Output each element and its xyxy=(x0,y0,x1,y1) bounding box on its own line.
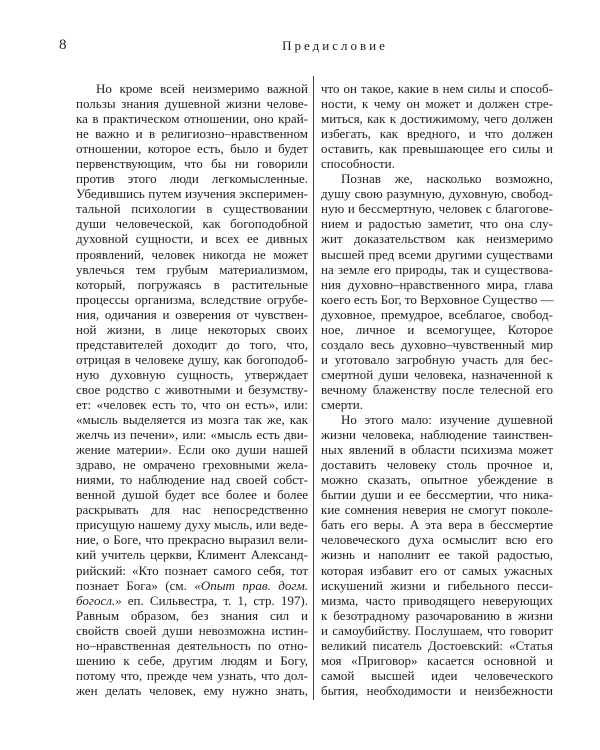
left-column xyxy=(76,81,308,698)
text-line: процессы организма, вследствие огрубе- xyxy=(76,291,308,307)
text-line: отрицая в человеке душу, как богоподоб- xyxy=(76,351,308,367)
text-line: ное, личное и всемогущее, Которое xyxy=(321,321,553,337)
text-line: создало весь духовно–чувственный мир xyxy=(321,336,553,352)
text-line: бать его веры. А эта вера в бессмертие xyxy=(321,517,553,533)
text-line: рийский: «Кто познает самого себя, тот xyxy=(76,562,308,578)
text-segment: еп. Сильвестра, т. 1, стр. 197). xyxy=(121,592,308,608)
right-column xyxy=(321,81,553,698)
text-line: Равным образом, без знания сил и xyxy=(76,607,308,623)
text-line: который, погружаясь в растительные xyxy=(76,276,308,292)
text-line: свойств своей души невозможна истин- xyxy=(76,622,308,638)
text-line: кие сомнения неверия не смогут поколе- xyxy=(321,502,553,518)
text-line: кий учитель церкви, Климент Александ- xyxy=(76,547,308,563)
text-line: но–нравственная деятельность по отно- xyxy=(76,637,308,653)
text-line: моя «Приговор» касается основной и xyxy=(321,652,553,668)
text-line: шению к себе, другим людям и Богу, xyxy=(76,652,308,668)
text-line: Но этого мало: изучение душевной xyxy=(341,412,553,428)
text-line: здраво, не омрачено греховными жела- xyxy=(76,457,308,473)
text-segment: «Опыт прав. догм. xyxy=(194,577,308,593)
text-segment: познает Бога» (см. xyxy=(76,577,195,593)
text-line: раскрывать для нас непосредственно xyxy=(76,502,308,518)
text-line: и уготовало загробную участь для бес- xyxy=(321,351,553,367)
text-line: желчь из печени», или: «мысль есть дви- xyxy=(76,427,308,443)
text-line: к безотрадному разочарованию в жизни xyxy=(321,607,553,623)
text-line: искушений жизни и гибельного песси- xyxy=(321,577,553,593)
text-line: души человеческой, как богоподобной xyxy=(76,216,308,232)
text-line: смерти. xyxy=(321,396,363,412)
text-line: человеческого духа осмыслит всю его xyxy=(321,532,553,548)
text-line: ную духовную сущность, утверждает xyxy=(76,366,308,382)
text-line: ние, о Боге, что прекрасно выразил вели- xyxy=(76,532,308,548)
text-line: ной жизни, в лице некоторых своих xyxy=(76,321,308,337)
text-line: миться, как к достижимому, чего должен xyxy=(321,111,553,127)
text-line: можно сказать, опытное убеждение в xyxy=(321,472,553,488)
text-line: тальной психологии в существовании xyxy=(76,201,308,217)
text-line: представителей доходит до того, что, xyxy=(76,336,308,352)
text-line: потому что, прежде чем узнать, что дол- xyxy=(76,667,308,683)
text-line: бытии души и ее бессмертии, что ника- xyxy=(321,487,553,503)
text-line: ную и бессмертную, человек с благогове- xyxy=(321,201,553,217)
text-line: «мысль выделяется из мозга так же, как xyxy=(76,412,308,428)
text-line: оставить, как превышающее его силы и xyxy=(321,141,553,157)
text-line: ных явлений в области психизма может xyxy=(321,442,553,458)
text-line: отношении, которое есть, было и будет xyxy=(76,141,308,157)
text-line: высшей пред всеми другими существами xyxy=(321,246,553,262)
text-line: свое родство с животными и безумству- xyxy=(76,381,308,397)
text-line: первенствующим, что бы ни говорили xyxy=(76,156,308,172)
text-line: ниями, то наблюдение над своей собст- xyxy=(76,472,308,488)
text-line: жен делать человек, ему нужно знать, xyxy=(76,682,308,698)
text-line: духовное, премудрое, всеблагое, свобод- xyxy=(321,306,553,322)
text-line: коего есть Бог, то Верховное Существо — xyxy=(321,291,554,307)
text-line: доставить человеку столь прочное и, xyxy=(321,457,553,473)
text-line: жизнь и наполнит ее такой радостью, xyxy=(321,547,553,563)
text-line: жит доказательством как неизмеримо xyxy=(321,231,553,247)
text-segment: богосл.» xyxy=(76,592,122,608)
text-line: пользы знания душевной жизни челове- xyxy=(76,96,308,112)
text-line: ния, одичания и озверения от чувствен- xyxy=(76,306,308,322)
column-divider xyxy=(313,76,314,700)
text-line xyxy=(76,578,308,593)
text-line: проявлений, человек никогда не может xyxy=(76,246,308,262)
text-line: жизни человека, наблюдение таинствен- xyxy=(321,427,553,443)
text-line: против этого люди легкомысленные. xyxy=(76,171,308,187)
text-line: нием и радостью заметит, что она слу- xyxy=(321,216,553,232)
text-line: душу свою разумную, духовную, свобод- xyxy=(321,186,553,202)
text-line: Но кроме всей неизмеримо важной xyxy=(96,81,308,96)
text-line: не важно и в религиозно–нравственном xyxy=(76,126,308,142)
text-line: самой высшей идеи человеческого xyxy=(321,667,553,683)
text-line: ности, к чему он может и должен стре- xyxy=(321,96,553,112)
text-line: которая избавит его от самых ужасных xyxy=(321,562,553,578)
text-line: избегать, как вредного, и что должен xyxy=(321,126,553,142)
text-line: Убедившись путем изучения эксперимен- xyxy=(76,186,308,202)
running-title: Предисловие xyxy=(282,38,388,53)
text-line: ния духовно–нравственного мира, глава xyxy=(321,276,553,292)
text-line: мизма, часто приводящего неверующих xyxy=(321,592,553,608)
text-line: способности. xyxy=(321,156,395,172)
text-line: вечному блаженству после телесной его xyxy=(321,381,553,397)
text-line: Познав же, насколько возможно, xyxy=(341,171,553,187)
text-line: жение материи». Если око души нашей xyxy=(76,442,308,458)
text-line xyxy=(76,593,308,608)
text-line: на земле его природы, так и существова- xyxy=(321,261,553,277)
text-line: венной душой будет все более и более xyxy=(76,487,308,503)
text-line: присущую нашему духу мысль, или веде- xyxy=(76,517,308,533)
text-line: и самоубийству. Послушаем, что говорит xyxy=(321,622,553,638)
text-line: что он такое, какие в нем силы и способ- xyxy=(321,81,553,96)
text-line: ет: «человек есть то, что он есть», или: xyxy=(76,396,308,412)
text-line: великий писатель Достоевский: «Статья xyxy=(321,637,553,653)
text-line: духовной сущности, и всех ее дивных xyxy=(76,231,308,247)
text-line: бытия, необходимости и неизбежности xyxy=(321,682,553,698)
page-number: 8 xyxy=(59,37,67,53)
text-line: ка в практическом отношении, оно край- xyxy=(76,111,308,127)
text-line: смертной души человека, назначенной к xyxy=(321,366,553,382)
text-line: увлечься тем грубым материализмом, xyxy=(76,261,308,277)
